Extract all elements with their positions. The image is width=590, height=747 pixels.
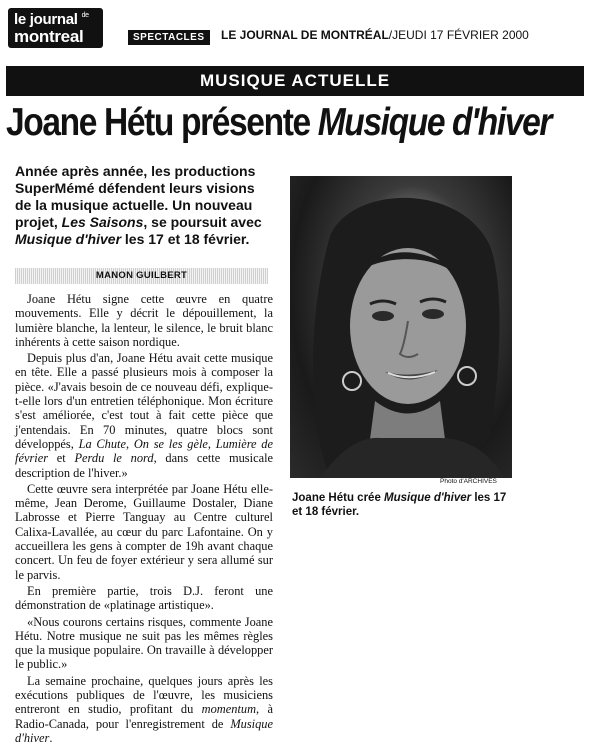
lead-italic-title: Musique d'hiver xyxy=(15,231,122,247)
masthead xyxy=(8,8,582,48)
rubric-banner: MUSIQUE ACTUELLE xyxy=(6,66,584,96)
body-text: , à Radio-Canada, pour l'enregistrement de xyxy=(15,702,273,731)
article-body xyxy=(15,292,273,747)
article-headline xyxy=(6,97,552,149)
body-text: et xyxy=(48,451,75,466)
headline-main: Joane Hétu présente xyxy=(6,101,318,144)
body-text: , xyxy=(207,436,216,451)
body-italic: On se les gèle xyxy=(133,436,208,451)
body-paragraph: En première partie, trois D.J. feront une démonstration de «platinage artistique». xyxy=(15,583,273,613)
body-text: , xyxy=(126,436,134,451)
caption-italic: Musique d'hiver xyxy=(384,492,472,504)
caption-text: les 17 et 18 février. xyxy=(292,492,507,518)
issue-date: /JEUDI 17 FÉVRIER 2000 xyxy=(388,28,529,42)
body-text: . xyxy=(49,730,53,745)
body-paragraph: Cette œuvre sera interprétée par Joane Hétu elle-même, Jean Derome, Guillaume Dostaler, Diane Labrosse et Pierre Tanguay au Centre culturel Calixa-Lavallée, au cœur du parc Lafontaine. On y accueillera les gens à compter de 19h avant chaque concert. Un feu de foyer extérieur y sera allumé sur le parvis. xyxy=(15,481,273,582)
logo-small: de xyxy=(81,12,89,19)
body-paragraph: «Nous courons certains risques, commente Joane Hétu. Notre musique ne suit pas les mêmes règles que la musique populaire. On travaille à développer le public.» xyxy=(15,614,273,672)
section-tag: SPECTACLES xyxy=(128,30,210,45)
portrait-illustration xyxy=(290,176,512,478)
article-lead xyxy=(15,163,270,248)
logo-line1: le journal xyxy=(14,11,78,28)
body-paragraph xyxy=(15,351,273,480)
body-italic: Lumière de février xyxy=(15,436,273,466)
body-text: Depuis plus d'an, Joane Hétu avait cette musique en tête. Elle a passé plusieurs mois à composer la pièce. «J'avais besoin de ce nouveau défi, explique-t-elle lors d'un entretien téléphonique. Mon écriture s'est améliorée, c'est tout à fait cette pièce que j'entendais. En 70 minutes, quatre blocs sont développés, xyxy=(15,351,273,451)
paper-dateline xyxy=(221,28,529,42)
body-paragraph: Joane Hétu signe cette œuvre en quatre mouvements. Elle y décrit le dépouillement, la lumière blanche, la lenteur, le silence, le bruit blanc inhérents à cette saison nordique. xyxy=(15,292,273,349)
body-text: La semaine prochaine, quelques jours après les exécutions publiques de l'œuvre, les musiciens entreront en studio, profitant du xyxy=(15,673,273,717)
photo-credit: Photo d'ARCHIVES xyxy=(440,478,497,485)
lead-text: , se poursuit avec xyxy=(143,214,262,230)
author-byline: MANON GUILBERT xyxy=(15,268,268,284)
logo-line2: montreal xyxy=(14,27,84,46)
photo-caption xyxy=(292,491,514,519)
lead-italic-title: Les Saisons xyxy=(61,214,144,230)
lead-text: Année après année, les productions SuperMémé défendent leurs visions de la musique actuelle. Un nouveau projet, xyxy=(15,163,256,230)
lead-text: les 17 et 18 février. xyxy=(121,231,250,247)
newspaper-logo[interactable] xyxy=(8,8,103,48)
body-paragraph xyxy=(15,674,273,745)
body-italic: La Chute xyxy=(78,436,126,451)
headline-italic: Musique d'hiver xyxy=(317,101,552,144)
caption-text: Joane Hétu crée xyxy=(292,492,385,504)
paper-name: LE JOURNAL DE MONTRÉAL xyxy=(221,28,389,42)
body-italic: Musique d'hiver xyxy=(15,716,273,745)
body-italic: Perdu le nord xyxy=(74,451,154,466)
body-text: , dans cette musicale description de l'hiver.» xyxy=(15,451,274,480)
body-italic: momentum xyxy=(201,702,257,717)
portrait-photo xyxy=(290,176,512,478)
